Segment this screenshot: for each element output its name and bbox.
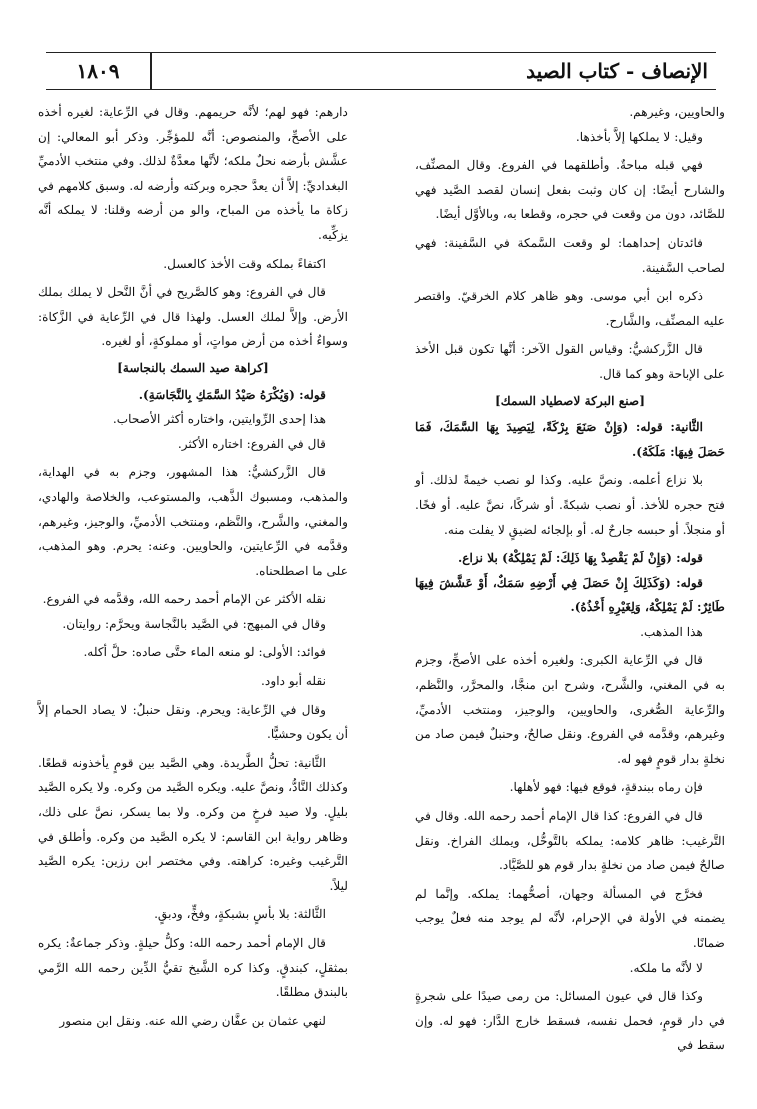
paragraph: بلا نزاع أعلمه. ونصَّ عليه. وكذا لو نصب خيمةً لذلك. أو فتح حجره للأخذ. أو نصب شبكةً. أو شركًا، نصَّ عليه. أو فخًا. أو منجلاً. أو حبسه جارحٌ له. أو بإلجائه لضيقٍ لا يفلت منه. <box>415 473 725 537</box>
paragraph: قال في الفروع: وهو كالصَّريح في أنَّ النَّحل لا يملك بملك الأرض. وإلاَّ لملك العسل. ولهذا قال في الرِّعاية في الزَّكاة: وسواءٌ أخذه من أرض مواتٍ، أو مملوكةٍ، أو لغيره. <box>38 285 348 349</box>
page-number: ١٨٠٩ <box>76 59 120 83</box>
paragraph: وقال في المبهج: في الصَّيد بالنَّجاسة ويحرَّم: روايتان. <box>62 616 326 631</box>
paragraph: قال في الرِّعاية الكبرى: ولغيره أخذه على الأصحِّ، وجزم به في المغني، والشَّرح، وشرح ابن منجَّا، والمحرَّر، والنَّظم، والرِّعاية الصُّغرى، والحاويين، والوجيز، ومنتخب الأدميِّ، وغيرهم، وقدَّمه في الفروع. ونقل صالحٌ، وحنبلٌ فيمن صاد من نخلةٍ بدار قومٍ فهو له. <box>415 653 725 766</box>
page-title: الإنصاف - كتاب الصيد <box>526 59 708 83</box>
paragraph: ذكره ابن أبي موسى. وهو ظاهر كلام الخرقيّ. واقتصر عليه المصنِّف، والشَّارح. <box>415 289 725 328</box>
paragraph: وكذا قال في عيون المسائل: من رمى صيدًا على شجرةٍ في دار قومٍ، فحمل نفسه، فسقط خارج الدَّار: فهو له. وإن سقط في <box>415 989 725 1053</box>
paragraph: نقله أبو داود. <box>261 674 326 689</box>
paragraph: اكتفاءً بملكه وقت الأخذ كالعسل. <box>163 256 326 271</box>
paragraph: فائدتان إحداهما: لو وقعت السَّمكة في السَّفينة: فهي لصاحب السَّفينة. <box>415 235 725 275</box>
paragraph: دارهم: فهو لهم؛ لأنَّه حريمهم. وقال في الرِّعاية: لغيره أخذه على الأصحِّ، والمنصوص: أنَّه للمؤجِّر. وذكر أبو المعالي: إن عشَّش بأرضه نحلٌ ملكه؛ لأنَّها معدَّةٌ لذلك. وفي منتخب الأدميِّ البغداديِّ: إلاَّ أن يعدَّ حجره وبركته وأرضه له. وسبق كلامهم في زكاة ما يأخذه من المباح، والو من أرضه وقلنا: لا يملكه أنَّه يزكِّيه. <box>38 105 348 242</box>
paragraph: وقال في الرِّعاية: ويحرم. ونقل حنبلٌ: لا يصاد الحمام إلاَّ أن يكون وحشيًّا. <box>38 702 348 742</box>
paragraph: قال الإمام أحمد رحمه الله: وكلُّ حيلةٍ. وذكر جماعةٌ: يكره بمثقلٍ، كبندقٍ. وكذا كره الشَّيخ تقيُّ الدِّين رحمه الله الرَّمي بالبندق مطلقًا. <box>38 936 348 1000</box>
header-divider <box>150 53 152 89</box>
section-heading: [صنع البركة لاصطياد السمك] <box>494 393 646 408</box>
paragraph: قال الزَّركشيُّ: وقياس القول الآخر: أنَّها تكون قبل الأخذ على الإباحة وهو كما قال. <box>415 342 725 381</box>
paragraph: نقله الأكثر عن الإمام أحمد رحمه الله، وقدَّمه في الفروع. <box>42 592 326 607</box>
quoted-text: قوله: (وَكَذَلِكَ إِنْ حَصَلَ فِي أَرْضِهِ سَمَكٌ، أَوْ عَشَّشَ فِيهَا طَائِرٌ: لَمْ يَمْلِكْهُ، وَلِغَيْرِهِ أَخْذُهُ). <box>415 575 725 615</box>
paragraph: فوائد: الأولى: لو منعه الماء حتَّى صاده: حلَّ أكله. <box>83 645 326 660</box>
paragraph: قال في الفروع: كذا قال الإمام أحمد رحمه الله. وقال في التَّرغيب: ظاهر كلامه: يملكه بالتَّوحُّل، ويملك الفراخ. ونقل صالحٌ فيمن صاد من نخلةٍ بدار قوم هو للصَّيَّاد. <box>415 809 725 873</box>
paragraph: هذا إحدى الرِّوايتين، واختاره أكثر الأصحاب. <box>112 412 326 427</box>
paragraph: لنهي عثمان بن عفَّان رضي الله عنه. ونقل ابن منصور <box>59 1013 326 1028</box>
paragraph: والحاويين، وغيرهم. <box>629 105 725 119</box>
quoted-text: قوله: (وَإِنْ لَمْ يَقْصِدْ بِهَا ذَلِكَ: لَمْ يَمْلِكْهُ) بلا نزاع. <box>457 551 703 566</box>
left-column <box>38 100 348 1033</box>
paragraph: الثَّانية: تحلُّ الطَّريدة. وهي الصَّيد بين قومٍ يأخذونه قطعًا. وكذلك النَّادُّ، ونصَّ عليه. ويكره الصَّيد من وكره. ولا يكره الصَّيد بليلٍ. ولا صيد فرخٍ من وكره. ولا بما يسكر، نصَّ على ذلك، وظاهر رواية ابن القاسم: لا يكره الصَّيد من وكره. وأطلق في التَّرغيب وغيره: كراهته. وفي مختصر ابن رزين: يكره الصَّيد ليلاً. <box>38 755 348 893</box>
paragraph: قال الزَّركشيُّ: هذا المشهور، وجزم به في الهداية، والمذهب، ومسبوك الذَّهب، والمستوعب، والخلاصة والهادي، والمغني، والشَّرح، والنَّظم، ومنتخب الأدميِّ، والوجيز، وغيرهم، وقدَّمه في الرِّعايتين، والحاويين. وعنه: يحرم. وهو المذهب، على ما اصطلحناه. <box>38 465 348 578</box>
paragraph: فخرَّج في المسألة وجهان، أصحُّهما: يملكه. وإنَّما لم يضمنه في الأولة في الإحرام، لأنَّه لم يوجد منه فعلٌ يوجب ضمانًا. <box>415 886 725 950</box>
section-heading: [كراهة صيد السمك بالنجاسة] <box>117 360 269 375</box>
quoted-text: الثَّانية: قوله: (وَإِنْ صَنَعَ بِرْكَةً، لِيَصِيدَ بِهَا السَّمَكَ، فَمَا حَصَلَ فِيهَا: مَلَكَهُ). <box>415 420 725 459</box>
paragraph: فهي قبله مباحةٌ. وأطلقهما في الفروع. وقال المصنِّف، والشارح أيضًا: إن كان وثبت بفعل إنسان لقصد الصَّيد فهي للصَّائد، دون من وقعت في حجره، وقطعا به، وبالأوَّل أيضًا. <box>415 158 725 222</box>
paragraph: هذا المذهب. <box>640 624 703 639</box>
paragraph: الثَّالثة: بلا بأسٍ بشبكةٍ، وفخٍّ، ودبقٍ. <box>154 907 326 922</box>
page-header <box>46 52 716 90</box>
paragraph: فإن رماه ببندقةٍ، فوقع فيها: فهو لأهلها. <box>509 780 703 795</box>
paragraph: قال في الفروع: اختاره الأكثر. <box>177 436 326 451</box>
paragraph: لا لأنَّه ما ملكه. <box>629 960 703 975</box>
right-column <box>415 100 725 1058</box>
quoted-text: قوله: (وَيُكْرَهُ صَيْدُ السَّمَكِ بِالنَّجَاسَةِ). <box>138 387 326 402</box>
paragraph: وقيل: لا يملكها إلاَّ بأخذها. <box>575 129 703 144</box>
